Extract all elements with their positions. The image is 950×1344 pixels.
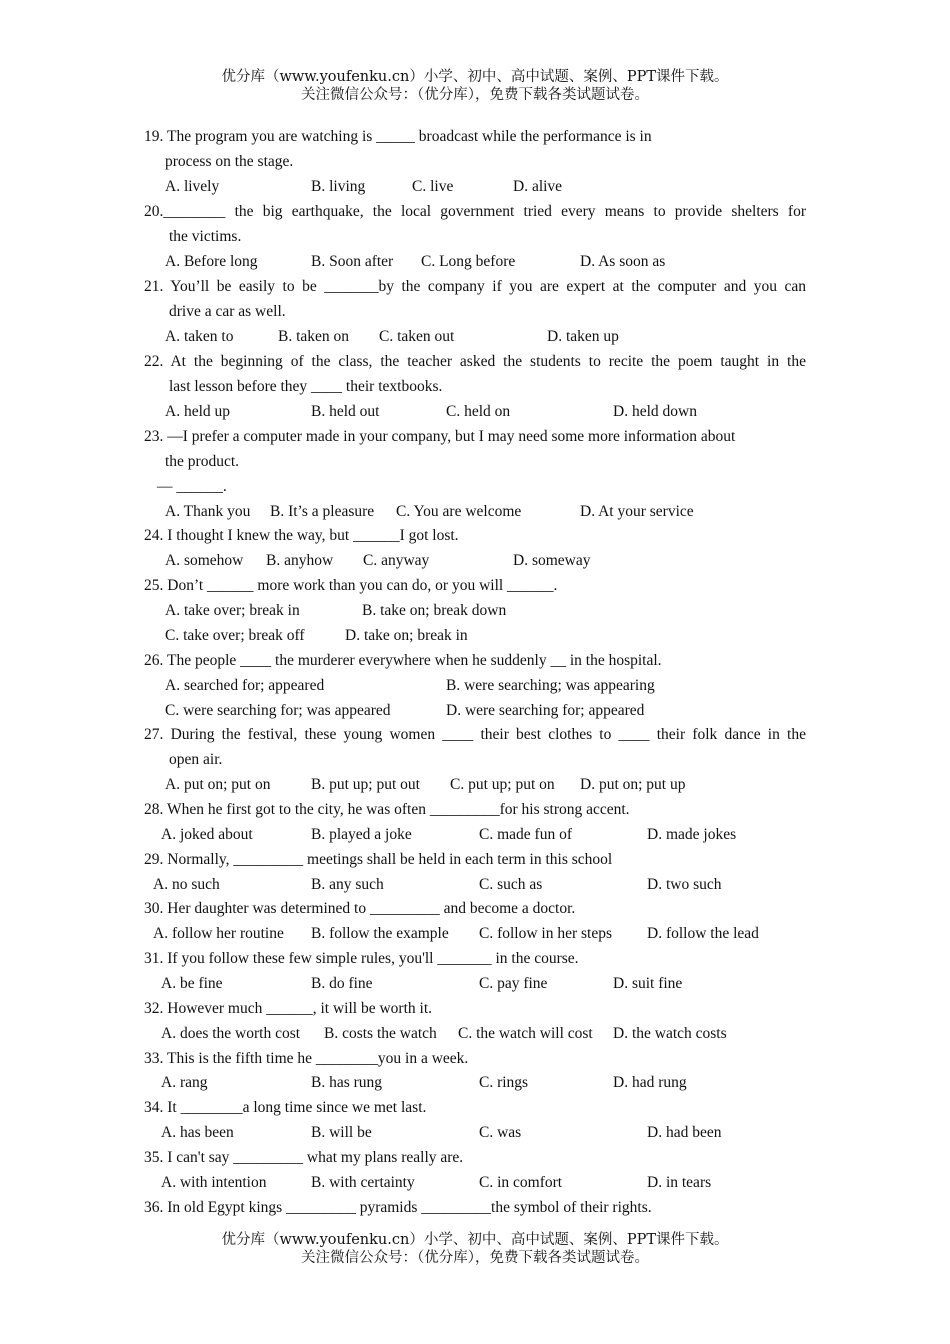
option-a[interactable]: A. Thank you [165, 503, 251, 520]
option-a[interactable]: A. with intention [161, 1174, 267, 1191]
option-b[interactable]: B. living [311, 178, 366, 195]
option-d[interactable]: D. in tears [647, 1174, 712, 1191]
option-b[interactable]: B. has rung [311, 1074, 383, 1091]
option-c[interactable]: C. rings [479, 1074, 529, 1091]
question-21-stem: 21. You’ll be easily to be _______by the company if you are expert at the computer and you can [144, 278, 806, 295]
question-19-continuation: process on the stage. [165, 153, 294, 170]
option-c[interactable]: C. held on [446, 403, 511, 420]
option-d[interactable]: D. someway [513, 552, 591, 569]
question-35-stem: 35. I can't say _________ what my plans really are. [144, 1149, 464, 1166]
option-c[interactable]: C. put up; put on [450, 776, 555, 793]
option-d[interactable]: D. taken up [547, 328, 619, 345]
option-d[interactable]: D. take on; break in [345, 627, 468, 644]
option-d[interactable]: D. had been [647, 1124, 722, 1141]
option-c[interactable]: C. taken out [379, 328, 455, 345]
option-b[interactable]: B. do fine [311, 975, 373, 992]
question-22-continuation: last lesson before they ____ their textbooks. [169, 378, 443, 395]
option-a[interactable]: A. Before long [165, 253, 258, 270]
option-b[interactable]: B. held out [311, 403, 380, 420]
question-30-stem: 30. Her daughter was determined to _________ and become a doctor. [144, 900, 576, 917]
question-19-stem: 19. The program you are watching is _____ broadcast while the performance is in [144, 128, 652, 145]
option-d[interactable]: D. were searching for; appeared [446, 702, 645, 719]
option-a[interactable]: A. held up [165, 403, 231, 420]
question-23-reply: — ______. [157, 478, 227, 495]
page-footer-line-2: 关注微信公众号：（优分库），免费下载各类试题试卷。 [301, 1250, 649, 1266]
option-c[interactable]: C. were searching for; was appeared [165, 702, 391, 719]
option-a[interactable]: A. does the worth cost [161, 1025, 301, 1042]
question-23-stem: 23. —I prefer a computer made in your company, but I may need some more information about [144, 428, 736, 445]
option-c[interactable]: C. Long before [421, 253, 516, 270]
option-d[interactable]: D. had rung [613, 1074, 687, 1091]
option-d[interactable]: D. As soon as [580, 253, 666, 270]
option-c[interactable]: C. live [412, 178, 454, 195]
option-b[interactable]: B. played a joke [311, 826, 412, 843]
page-footer-line-1: 优分库（www.youfenku.cn）小学、初中、高中试题、案例、PPT课件下载。 [221, 1232, 729, 1248]
option-d[interactable]: D. the watch costs [613, 1025, 727, 1042]
option-c[interactable]: C. pay fine [479, 975, 548, 992]
question-22-stem: 22. At the beginning of the class, the teacher asked the students to recite the poem taught in the [144, 353, 806, 370]
question-36-stem: 36. In old Egypt kings _________ pyramids _________the symbol of their rights. [144, 1199, 652, 1216]
option-b[interactable]: B. any such [311, 876, 384, 893]
option-b[interactable]: B. Soon after [311, 253, 394, 270]
page-header-line-2: 关注微信公众号：（优分库），免费下载各类试题试卷。 [301, 87, 649, 103]
option-d[interactable]: D. alive [513, 178, 563, 195]
question-20-stem: 20.________ the big earthquake, the local government tried every means to provide shelters for [144, 203, 806, 220]
question-28-stem: 28. When he first got to the city, he was often _________for his strong accent. [144, 801, 630, 818]
question-32-stem: 32. However much ______, it will be worth it. [144, 1000, 432, 1017]
option-c[interactable]: C. was [479, 1124, 522, 1141]
option-d[interactable]: D. At your service [580, 503, 694, 520]
question-33-stem: 33. This is the fifth time he ________you in a week. [144, 1050, 469, 1067]
option-b[interactable]: B. put up; put out [311, 776, 420, 793]
question-27-continuation: open air. [169, 751, 223, 768]
option-b[interactable]: B. costs the watch [324, 1025, 437, 1042]
option-b[interactable]: B. It’s a pleasure [270, 503, 375, 520]
option-d[interactable]: D. suit fine [613, 975, 683, 992]
question-25-stem: 25. Don’t ______ more work than you can do, or you will ______. [144, 577, 558, 594]
option-a[interactable]: A. searched for; appeared [165, 677, 325, 694]
option-b[interactable]: B. taken on [278, 328, 350, 345]
option-b[interactable]: B. will be [311, 1124, 372, 1141]
option-b[interactable]: B. follow the example [311, 925, 449, 942]
option-b[interactable]: B. anyhow [266, 552, 334, 569]
option-a[interactable]: A. no such [153, 876, 220, 893]
option-d[interactable]: D. follow the lead [647, 925, 759, 942]
option-a[interactable]: A. taken to [165, 328, 234, 345]
option-c[interactable]: C. made fun of [479, 826, 572, 843]
option-c[interactable]: C. anyway [363, 552, 430, 569]
option-a[interactable]: A. has been [161, 1124, 234, 1141]
option-a[interactable]: A. follow her routine [153, 925, 284, 942]
option-c[interactable]: C. in comfort [479, 1174, 563, 1191]
option-d[interactable]: D. held down [613, 403, 697, 420]
question-20-continuation: the victims. [169, 228, 242, 245]
option-c[interactable]: C. such as [479, 876, 543, 893]
option-a[interactable]: A. be fine [161, 975, 223, 992]
option-a[interactable]: A. put on; put on [165, 776, 271, 793]
option-d[interactable]: D. made jokes [647, 826, 737, 843]
option-d[interactable]: D. put on; put up [580, 776, 686, 793]
option-c[interactable]: C. take over; break off [165, 627, 305, 644]
question-26-stem: 26. The people ____ the murderer everywhere when he suddenly __ in the hospital. [144, 652, 662, 669]
page-header-line-1: 优分库（www.youfenku.cn）小学、初中、高中试题、案例、PPT课件下载。 [221, 69, 729, 85]
option-a[interactable]: A. joked about [161, 826, 253, 843]
option-c[interactable]: C. the watch will cost [458, 1025, 593, 1042]
option-b[interactable]: B. were searching; was appearing [446, 677, 655, 694]
option-b[interactable]: B. take on; break down [362, 602, 507, 619]
question-24-stem: 24. I thought I knew the way, but ______I got lost. [144, 527, 459, 544]
question-27-stem: 27. During the festival, these young women ____ their best clothes to ____ their folk dance in the [144, 726, 806, 743]
option-c[interactable]: C. follow in her steps [479, 925, 613, 942]
option-a[interactable]: A. rang [161, 1074, 208, 1091]
question-23-continuation: the product. [165, 453, 240, 470]
option-d[interactable]: D. two such [647, 876, 722, 893]
option-c[interactable]: C. You are welcome [396, 503, 522, 520]
option-a[interactable]: A. somehow [165, 552, 244, 569]
option-b[interactable]: B. with certainty [311, 1174, 415, 1191]
question-21-continuation: drive a car as well. [169, 303, 286, 320]
question-29-stem: 29. Normally, _________ meetings shall be held in each term in this school [144, 851, 613, 868]
question-34-stem: 34. It ________a long time since we met last. [144, 1099, 427, 1116]
question-31-stem: 31. If you follow these few simple rules, you'll _______ in the course. [144, 950, 579, 967]
option-a[interactable]: A. take over; break in [165, 602, 300, 619]
option-a[interactable]: A. lively [165, 178, 220, 195]
